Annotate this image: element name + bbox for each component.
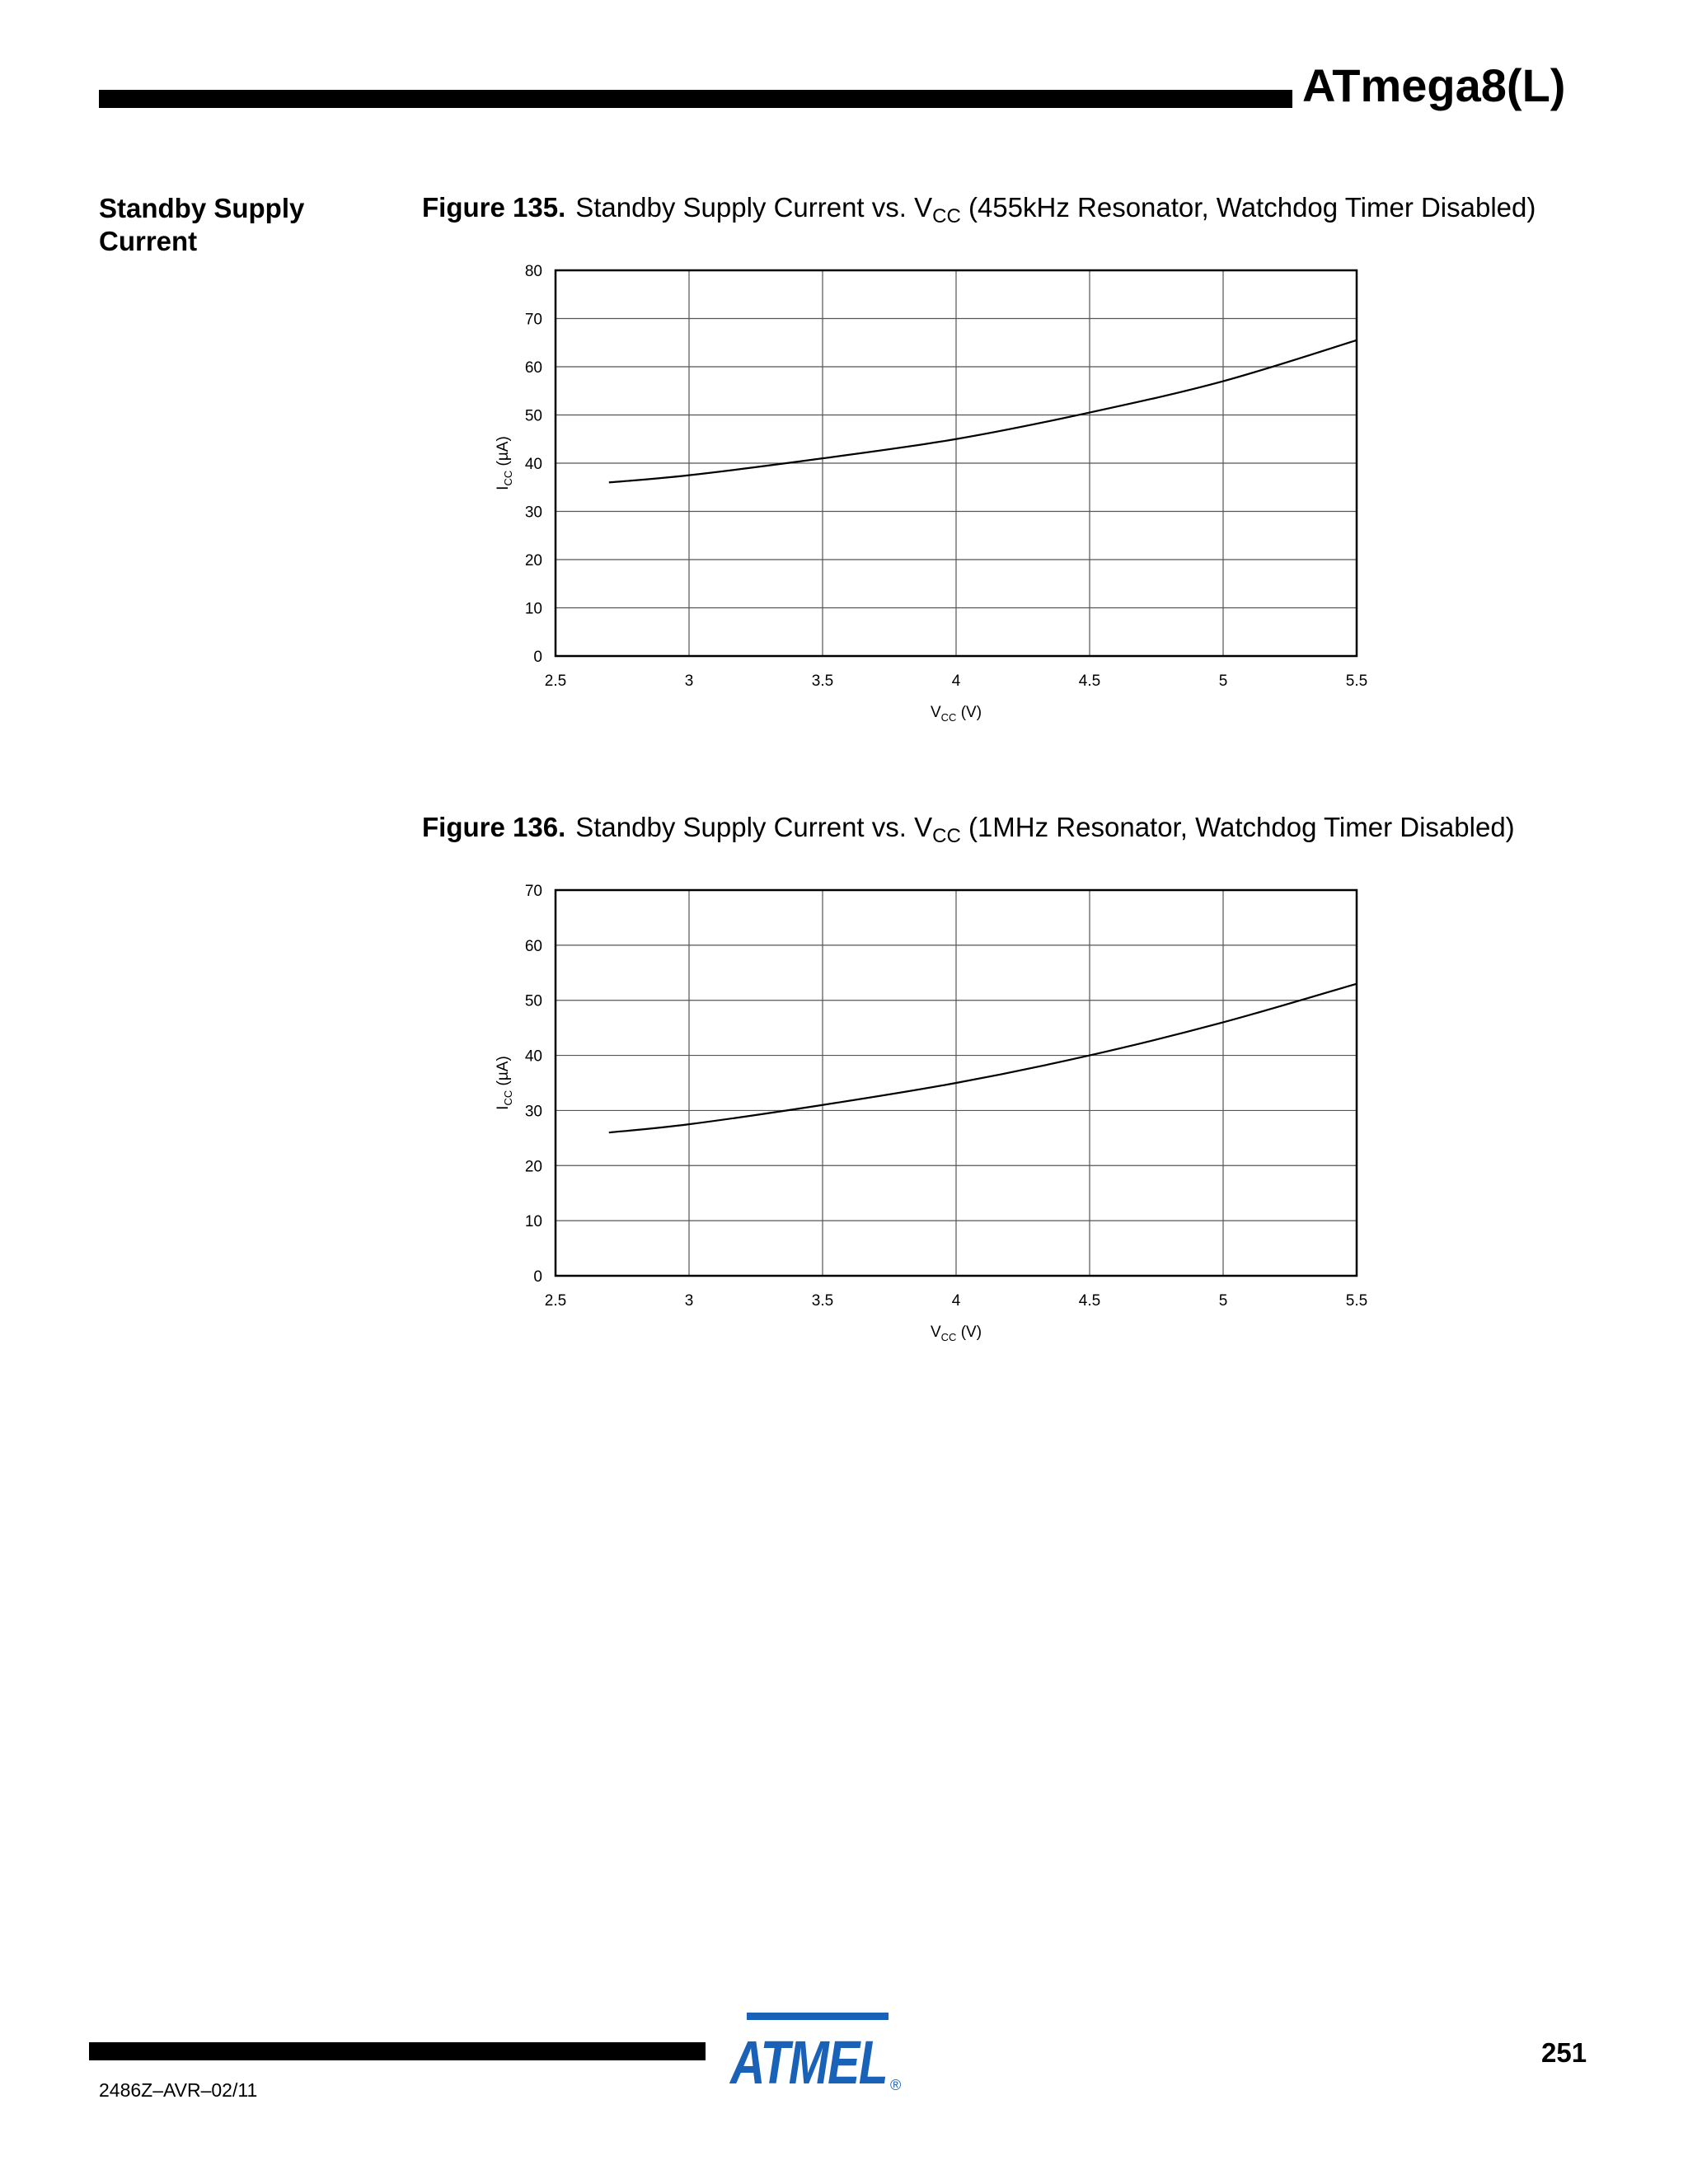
y-tick-label: 40 (524, 456, 542, 473)
y-axis-label: $I_{CC}$ (µA) (495, 436, 514, 490)
x-tick-label: 4.5 (1078, 673, 1101, 690)
caption-subscript: CC (932, 825, 961, 847)
x-tick-label: 3 (684, 1292, 694, 1310)
caption-text: Standby Supply Current vs. V (575, 192, 933, 223)
x-tick-label: 4 (951, 1292, 961, 1310)
caption-text: Standby Supply Current vs. V (575, 812, 933, 842)
figure-135-caption (422, 191, 1536, 227)
x-tick-label: 5.5 (1345, 1292, 1368, 1310)
x-tick-label: 2.5 (544, 673, 567, 690)
atmel-logo (724, 2011, 905, 2093)
y-tick-label: 50 (524, 992, 542, 1010)
y-tick-label: 70 (524, 883, 542, 900)
logo-top-bar (747, 2013, 889, 2020)
y-tick-label: 20 (524, 1158, 542, 1176)
series-line (609, 340, 1357, 483)
y-tick-label: 0 (533, 649, 542, 666)
y-tick-label: 50 (524, 407, 542, 425)
footer-rule (89, 2042, 706, 2060)
x-axis-label: $V_{CC}$ (V) (930, 704, 982, 724)
y-tick-label: 10 (524, 1213, 542, 1231)
registered-mark-icon: ® (890, 2077, 902, 2093)
caption-text-end: (455kHz Resonator, Watchdog Timer Disabled) (960, 192, 1536, 223)
x-tick-label: 3 (684, 673, 694, 690)
y-axis-label: $I_{CC}$ (µA) (495, 1056, 514, 1110)
chart-svg (462, 867, 1385, 1361)
section-heading: Standby Supply Current (99, 193, 305, 256)
x-tick-label: 3.5 (811, 673, 834, 690)
x-tick-label: 2.5 (544, 1292, 567, 1310)
figure-136-chart (462, 867, 1385, 1361)
figure-135-chart (462, 247, 1385, 742)
x-tick-label: 4.5 (1078, 1292, 1101, 1310)
document-title: ATmega8(L) (1302, 59, 1566, 111)
logo-wordmark: ATMEL (729, 2028, 887, 2093)
y-tick-label: 30 (524, 504, 542, 522)
y-tick-label: 70 (524, 311, 542, 329)
caption-subscript: CC (932, 205, 961, 227)
document-code: 2486Z–AVR–02/11 (99, 2079, 258, 2101)
y-tick-label: 10 (524, 600, 542, 618)
x-tick-label: 5.5 (1345, 673, 1368, 690)
chart-svg (462, 247, 1385, 742)
y-tick-label: 40 (524, 1047, 542, 1066)
x-tick-label: 4 (951, 673, 961, 690)
figure-136-caption (422, 811, 1515, 847)
y-tick-label: 20 (524, 552, 542, 569)
y-tick-label: 80 (524, 263, 542, 280)
y-tick-label: 60 (524, 359, 542, 377)
x-tick-label: 5 (1218, 673, 1228, 690)
y-tick-label: 60 (524, 937, 542, 955)
caption-text-end: (1MHz Resonator, Watchdog Timer Disabled) (960, 812, 1515, 842)
figure-label: Figure 136. (422, 812, 566, 842)
header-rule (99, 90, 1292, 108)
page-number: 251 (1541, 2037, 1587, 2068)
figure-label: Figure 135. (422, 192, 566, 223)
x-tick-label: 3.5 (811, 1292, 834, 1310)
x-tick-label: 5 (1218, 1292, 1228, 1310)
x-axis-label: $V_{CC}$ (V) (930, 1324, 982, 1343)
y-tick-label: 30 (524, 1103, 542, 1121)
y-tick-label: 0 (533, 1268, 542, 1286)
